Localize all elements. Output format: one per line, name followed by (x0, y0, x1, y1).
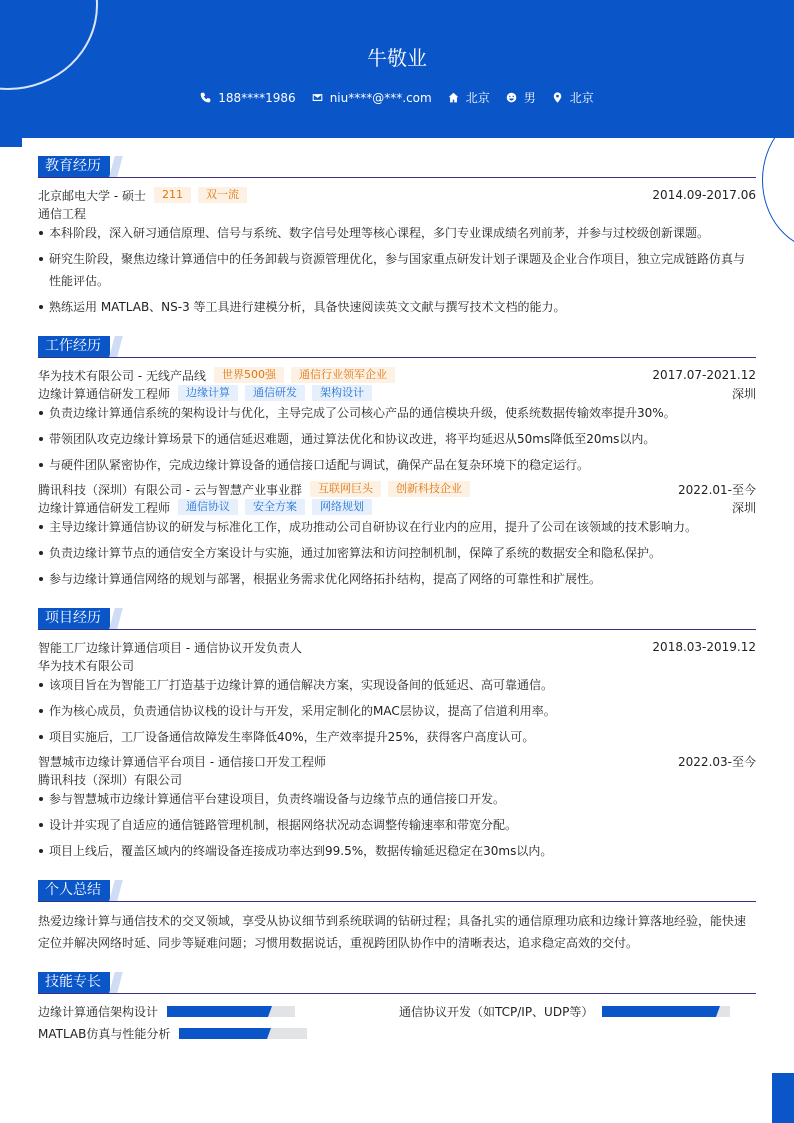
contact-location-text: 北京 (569, 91, 594, 105)
project-company: 华为技术有限公司 (38, 658, 135, 673)
skill-level-bar (179, 1028, 307, 1039)
education-title: 教育经历 (38, 156, 110, 177)
projects-title: 项目经历 (38, 608, 110, 629)
job-bullet: 负责边缘计算节点的通信安全方案设计与实施，通过加密算法和访问控制机制，保障了系统的数据安全和隐私保护。 (38, 542, 756, 564)
summary-section-header (38, 880, 756, 902)
education-section-header (38, 156, 756, 178)
project-bullet: 设计并实现了自适应的通信链路管理机制，根据网络状况动态调整传输速率和带宽分配。 (38, 814, 756, 836)
education-date: 2014.09-2017.06 (652, 188, 756, 202)
role-tag: 通信协议 (178, 499, 238, 515)
skill-item (38, 1024, 307, 1042)
skill-level-fill (602, 1006, 715, 1017)
header-tab-decoration (0, 138, 22, 147)
work-section-header (38, 336, 756, 358)
project-date: 2018.03-2019.12 (652, 640, 756, 654)
work-title: 工作经历 (38, 336, 110, 357)
skills-section-header (38, 972, 756, 994)
contact-gender (506, 89, 536, 106)
skill-level-bar (602, 1006, 730, 1017)
job-date: 2022.01-至今 (678, 482, 756, 497)
header-banner (0, 0, 794, 138)
phone-icon (200, 92, 211, 103)
job-company: 华为技术有限公司 - 无线产品线 (38, 368, 206, 383)
school-tag: 双一流 (198, 187, 247, 203)
job-company: 腾讯科技（深圳）有限公司 - 云与智慧产业事业群 (38, 482, 302, 497)
school-tag: 211 (154, 187, 191, 203)
contact-phone (200, 91, 295, 105)
job-company-row (38, 480, 756, 498)
company-tag: 世界500强 (214, 367, 284, 383)
job-bullet: 参与边缘计算通信网络的规划与部署，根据业务需求优化网络拓扑结构，提高了网络的可靠性和扩展性。 (38, 568, 756, 590)
job-date: 2017.07-2021.12 (652, 368, 756, 382)
contact-email (312, 91, 432, 105)
job-role-row (38, 384, 756, 402)
skill-name: MATLAB仿真与性能分析 (38, 1026, 171, 1041)
education-major-row (38, 204, 756, 222)
contact-hometown (448, 89, 490, 106)
summary-line: 定位并解决网络时延、同步等疑难问题；习惯用数据说话，重视跨团队协作中的清晰表达，追求稳定高效的交付。 (38, 936, 639, 950)
project-bullet: 参与智慧城市边缘计算通信平台建设项目，负责终端设备与边缘节点的通信接口开发。 (38, 788, 756, 810)
smiley-icon (506, 92, 517, 103)
contact-gender-text: 男 (523, 91, 536, 105)
skill-level-fill (167, 1006, 267, 1017)
role-tag: 通信研发 (245, 385, 305, 401)
job-company-row (38, 366, 756, 384)
role-tag: 架构设计 (312, 385, 372, 401)
job-bullet: 负责边缘计算通信系统的架构设计与优化，主导完成了公司核心产品的通信模块升级，使系统数据传输效率提升30%。 (38, 402, 756, 424)
company-tag: 通信行业领军企业 (291, 367, 395, 383)
candidate-name: 牛敬业 (367, 46, 427, 70)
project-name-row (38, 752, 756, 770)
project-name-row (38, 638, 756, 656)
job-role: 边缘计算通信研发工程师 (38, 500, 171, 515)
job-city: 深圳 (731, 386, 756, 401)
project-bullet: 作为核心成员，负责通信协议栈的设计与开发，采用定制化的MAC层协议，提高了信道利用率。 (38, 700, 756, 722)
location-pin-icon (552, 92, 563, 103)
mail-icon (312, 92, 323, 103)
project-name: 智慧城市边缘计算通信平台项目 - 通信接口开发工程师 (38, 754, 326, 769)
contact-location (552, 89, 594, 106)
job-bullet: 带领团队攻克边缘计算场景下的通信延迟难题，通过算法优化和协议改进，将平均延迟从50ms降低至20ms以内。 (38, 428, 756, 450)
role-tag: 网络规划 (312, 499, 372, 515)
summary-title: 个人总结 (38, 880, 110, 901)
job-bullet: 主导边缘计算通信协议的研发与标准化工作，成功推动公司自研协议在行业内的应用，提升了公司在该领域的技术影响力。 (38, 516, 756, 538)
project-bullet: 项目实施后，工厂设备通信故障发生率降低40%，生产效率提升25%，获得客户高度认可。 (38, 726, 756, 748)
education-bullet: 本科阶段，深入研习通信原理、信号与系统、数字信号处理等核心课程，多门专业课成绩名列前茅，并参与过校级创新课题。 (38, 222, 756, 244)
education-bullet-continuation: 性能评估。 (49, 274, 110, 288)
summary-line: 热爱边缘计算与通信技术的交叉领域，享受从协议细节到系统联调的钻研过程；具备扎实的通信原理功底和边缘计算落地经验，能快速 (38, 914, 747, 928)
skill-item (38, 1002, 295, 1020)
skill-name: 边缘计算通信架构设计 (38, 1004, 159, 1019)
project-name: 智能工厂边缘计算通信项目 - 通信协议开发负责人 (38, 640, 302, 655)
education-bullet: 熟练运用 MATLAB、NS-3 等工具进行建模分析，具备快速阅读英文文献与撰写技术文档的能力。 (38, 296, 756, 318)
projects-section-header (38, 608, 756, 630)
company-tag: 创新科技企业 (388, 481, 470, 497)
project-bullet: 项目上线后，覆盖区域内的终端设备连接成功率达到99.5%，数据传输延迟稳定在30ms以内。 (38, 840, 756, 862)
education-bullet: 研究生阶段，聚焦边缘计算通信中的任务卸载与资源管理优化，参与国家重点研发计划子课题及企业合作项目，独立完成链路仿真与 (38, 248, 756, 270)
home-icon (448, 92, 459, 103)
project-date: 2022.03-至今 (678, 754, 756, 769)
project-bullet: 该项目旨在为智能工厂打造基于边缘计算的通信解决方案，实现设备间的低延迟、高可靠通信。 (38, 674, 756, 696)
role-tag: 安全方案 (245, 499, 305, 515)
skills-title: 技能专长 (38, 972, 110, 993)
contact-bar (0, 89, 794, 106)
company-tag: 互联网巨头 (310, 481, 381, 497)
job-bullet: 与硬件团队紧密协作，完成边缘计算设备的通信接口适配与调试，确保产品在复杂环境下的稳定运行。 (38, 454, 756, 476)
education-major: 通信工程 (38, 206, 87, 221)
education-school-row (38, 186, 756, 204)
contact-email-text: niu****@***.com (329, 90, 432, 105)
job-role-row (38, 498, 756, 516)
role-tag: 边缘计算 (178, 385, 238, 401)
project-company: 腾讯科技（深圳）有限公司 (38, 772, 183, 787)
skill-item (399, 1002, 730, 1020)
contact-phone-text: 188****1986 (218, 90, 296, 105)
contact-hometown-text: 北京 (465, 91, 490, 105)
skill-level-fill (179, 1028, 266, 1039)
job-city: 深圳 (731, 500, 756, 515)
corner-decoration (772, 1073, 794, 1123)
project-company-row (38, 770, 756, 788)
job-role: 边缘计算通信研发工程师 (38, 386, 171, 401)
project-company-row (38, 656, 756, 674)
skill-name: 通信协议开发（如TCP/IP、UDP等） (399, 1004, 594, 1019)
skill-level-bar (167, 1006, 295, 1017)
education-school: 北京邮电大学 - 硕士 (38, 188, 146, 203)
